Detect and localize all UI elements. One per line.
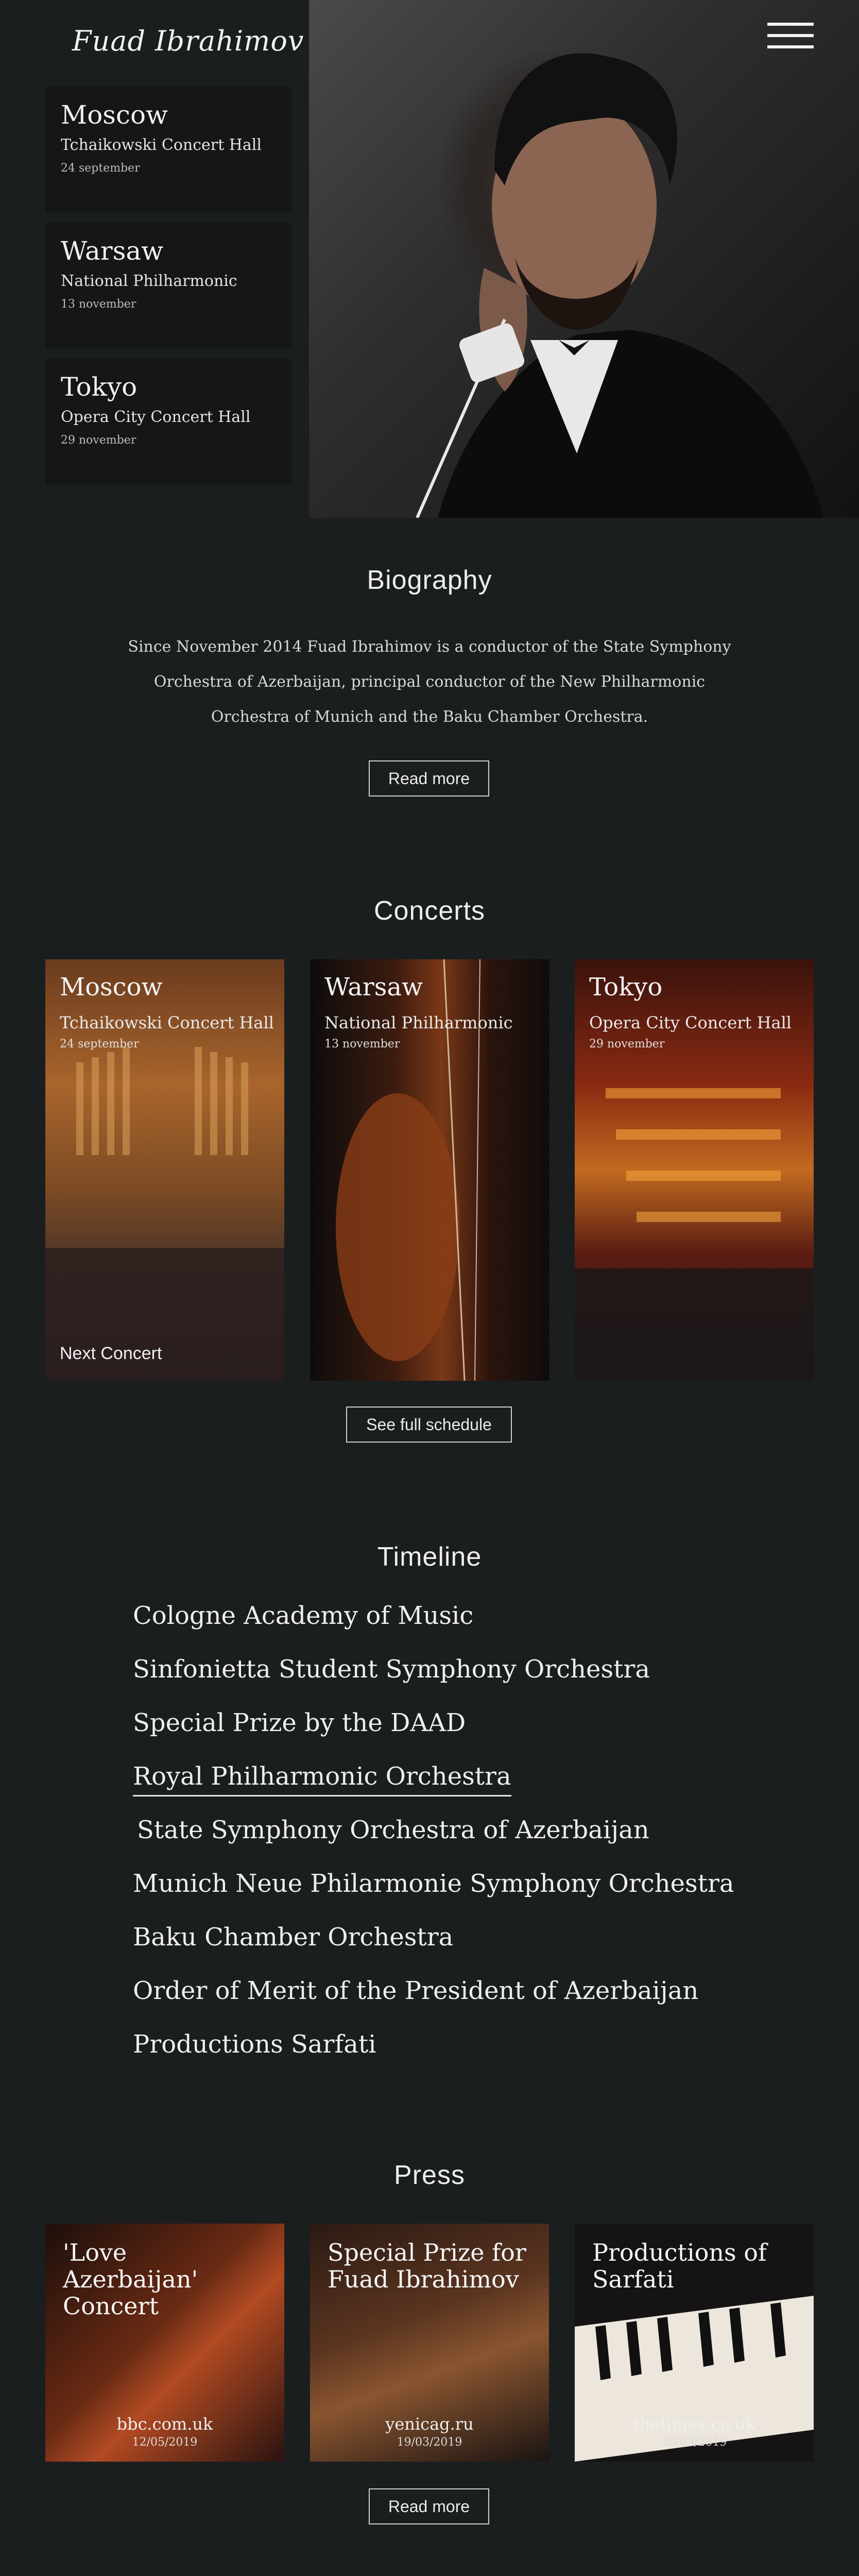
press-date: 19/03/2019 bbox=[397, 2436, 462, 2449]
concert-venue: Tchaikowski Concert Hall bbox=[60, 1013, 274, 1032]
press-headline: Productions of Sarfati bbox=[592, 2239, 767, 2293]
biography-line: Orchestra of Azerbaijan, principal conductor of the New Philharmonic bbox=[153, 673, 706, 691]
see-full-schedule-button[interactable]: See full schedule bbox=[346, 1406, 512, 1443]
press-date: 20/03/2019 bbox=[661, 2436, 727, 2449]
concert-date: 29 november bbox=[589, 1038, 665, 1050]
biography-line: Orchestra of Munich and the Baku Chamber Orchestra. bbox=[211, 708, 648, 726]
concerts-title: Concerts bbox=[373, 896, 486, 926]
event-city: Moscow bbox=[61, 100, 168, 130]
timeline-item[interactable]: Sinfonietta Student Symphony Orchestra bbox=[133, 1655, 650, 1684]
hamburger-menu-icon[interactable] bbox=[767, 23, 814, 54]
press-card[interactable] bbox=[310, 2224, 549, 2462]
concert-venue: National Philharmonic bbox=[324, 1013, 513, 1032]
event-date: 24 september bbox=[61, 162, 140, 175]
timeline-item[interactable]: Special Prize by the DAAD bbox=[133, 1708, 466, 1737]
biography-read-more-button[interactable]: Read more bbox=[369, 760, 489, 796]
biography-title: Biography bbox=[367, 565, 492, 595]
upcoming-event-card[interactable] bbox=[45, 359, 291, 485]
event-date: 13 november bbox=[61, 298, 136, 311]
press-card[interactable] bbox=[45, 2224, 284, 2462]
timeline-item[interactable]: State Symphony Orchestra of Azerbaijan bbox=[137, 1816, 649, 1844]
press-date: 12/05/2019 bbox=[132, 2436, 198, 2449]
concert-city: Moscow bbox=[60, 973, 163, 1002]
concert-city: Tokyo bbox=[589, 973, 663, 1002]
press-headline: 'Love Azerbaijan' Concert bbox=[63, 2239, 198, 2320]
upcoming-event-card[interactable] bbox=[45, 223, 291, 349]
press-card[interactable] bbox=[575, 2224, 814, 2462]
timeline-item[interactable]: Productions Sarfati bbox=[133, 2030, 376, 2059]
biography-line: Since November 2014 Fuad Ibrahimov is a conductor of the State Symphony bbox=[128, 638, 731, 656]
concert-tile[interactable] bbox=[575, 959, 814, 1381]
timeline-item-active[interactable]: Royal Philharmonic Orchestra bbox=[133, 1762, 511, 1797]
press-read-more-button[interactable]: Read more bbox=[369, 2488, 489, 2524]
timeline-item[interactable]: Baku Chamber Orchestra bbox=[133, 1923, 454, 1952]
next-concert-label: Next Concert bbox=[60, 1344, 162, 1363]
press-source: thetimes.co.uk bbox=[632, 2414, 756, 2434]
hero-conductor-photo bbox=[309, 0, 859, 518]
event-venue: National Philharmonic bbox=[61, 272, 237, 290]
biography-text bbox=[118, 630, 741, 735]
upcoming-event-card[interactable] bbox=[45, 87, 291, 213]
logo-signature[interactable]: Fuad Ibrahimov bbox=[72, 25, 304, 57]
event-city: Tokyo bbox=[61, 372, 138, 402]
timeline-title: Timeline bbox=[377, 1542, 482, 1572]
event-venue: Tchaikowski Concert Hall bbox=[61, 136, 262, 154]
press-headline: Special Prize for Fuad Ibrahimov bbox=[328, 2239, 526, 2293]
concert-tile[interactable] bbox=[310, 959, 549, 1381]
press-source: yenicag.ru bbox=[385, 2414, 474, 2434]
concert-date: 13 november bbox=[324, 1038, 400, 1050]
concert-date: 24 september bbox=[60, 1038, 139, 1050]
concert-venue: Opera City Concert Hall bbox=[589, 1013, 792, 1032]
press-source: bbc.com.uk bbox=[116, 2414, 213, 2434]
concert-city: Warsaw bbox=[324, 973, 423, 1002]
timeline-item[interactable]: Order of Merit of the President of Azerbaijan bbox=[133, 1976, 699, 2005]
concert-tile[interactable] bbox=[45, 959, 284, 1381]
timeline-item[interactable]: Cologne Academy of Music bbox=[133, 1601, 474, 1630]
event-date: 29 november bbox=[61, 434, 136, 447]
event-city: Warsaw bbox=[61, 236, 164, 266]
event-venue: Opera City Concert Hall bbox=[61, 408, 251, 426]
timeline-item[interactable]: Munich Neue Philarmonie Symphony Orchestra bbox=[133, 1869, 734, 1898]
press-title: Press bbox=[394, 2160, 465, 2190]
